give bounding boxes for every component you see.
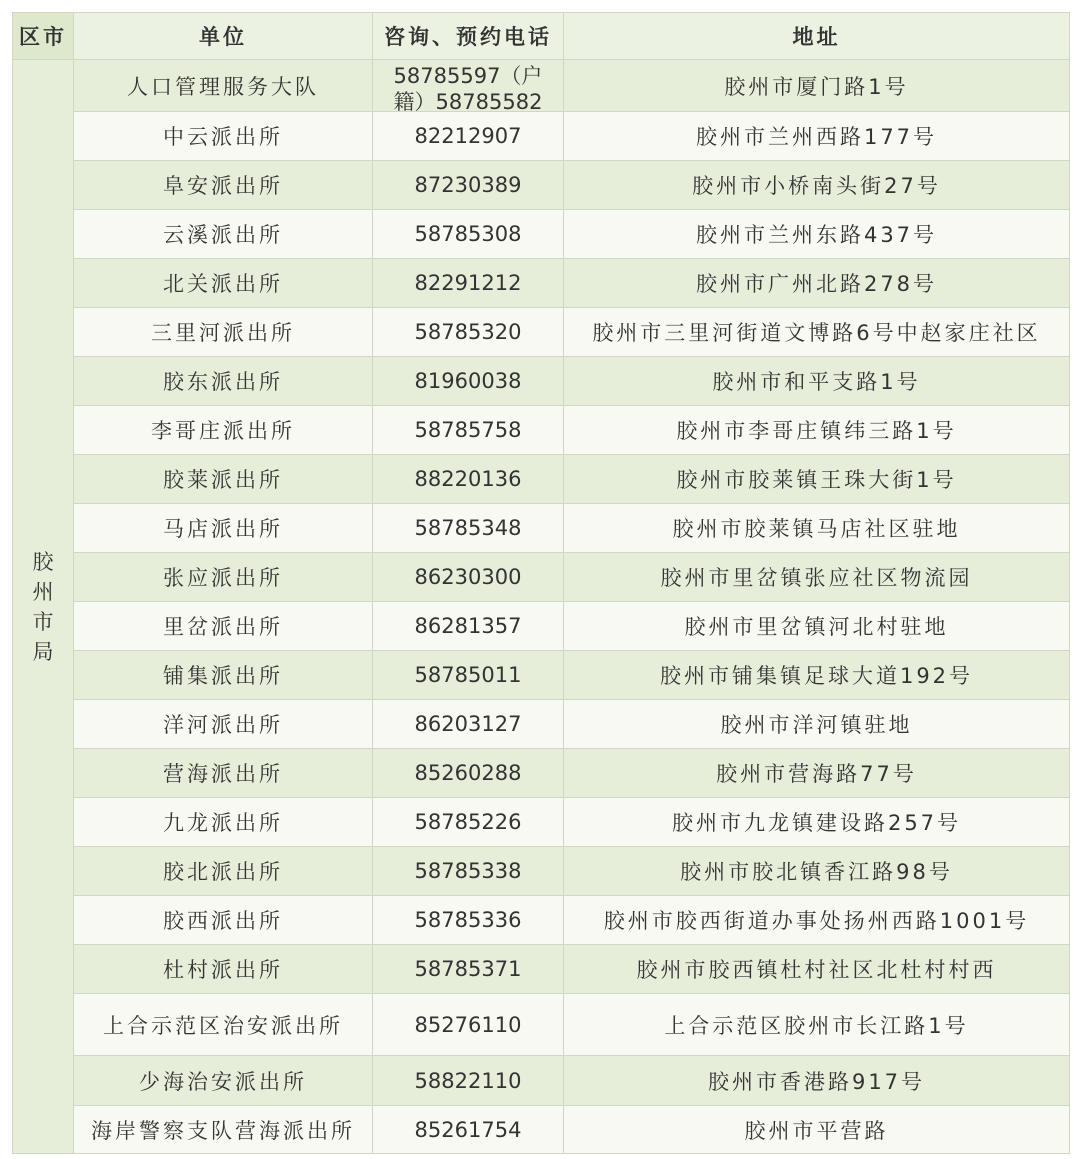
unit-cell: 胶西派出所: [74, 896, 373, 945]
address-cell: 胶州市平营路: [564, 1106, 1070, 1154]
table-row: [13, 504, 1070, 553]
unit-cell: 杜村派出所: [74, 945, 373, 994]
phone-cell: 88220136: [373, 455, 564, 504]
table-row: [13, 308, 1070, 357]
phone-cell: 87230389: [373, 161, 564, 210]
unit-cell: 胶北派出所: [74, 847, 373, 896]
table-row: [13, 602, 1070, 651]
unit-cell: 九龙派出所: [74, 798, 373, 847]
table-header-row: [13, 13, 1070, 60]
unit-cell: 北关派出所: [74, 259, 373, 308]
phone-cell: [373, 60, 564, 112]
unit-cell: 少海治安派出所: [74, 1056, 373, 1106]
phone-cell: 58785320: [373, 308, 564, 357]
address-cell: 胶州市胶莱镇马店社区驻地: [564, 504, 1070, 553]
unit-cell: 铺集派出所: [74, 651, 373, 700]
phone-cell: 58785758: [373, 406, 564, 455]
address-cell: 胶州市广州北路278号: [564, 259, 1070, 308]
address-cell: 胶州市洋河镇驻地: [564, 700, 1070, 749]
address-cell: 胶州市李哥庄镇纬三路1号: [564, 406, 1070, 455]
table-row: [13, 210, 1070, 259]
unit-cell: 里岔派出所: [74, 602, 373, 651]
address-cell: 胶州市营海路77号: [564, 749, 1070, 798]
address-cell: 胶州市九龙镇建设路257号: [564, 798, 1070, 847]
phone-cell: 58785011: [373, 651, 564, 700]
phone-cell: 85276110: [373, 994, 564, 1056]
address-cell: 胶州市香港路917号: [564, 1056, 1070, 1106]
table-row: [13, 1056, 1070, 1106]
table-row: [13, 651, 1070, 700]
header-address: 地址: [564, 13, 1070, 60]
unit-cell: 张应派出所: [74, 553, 373, 602]
phone-cell: 82291212: [373, 259, 564, 308]
unit-cell: 胶莱派出所: [74, 455, 373, 504]
unit-cell: 海岸警察支队营海派出所: [74, 1106, 373, 1154]
district-cell: [13, 60, 74, 1154]
phone-cell: 86281357: [373, 602, 564, 651]
phone-cell: 85261754: [373, 1106, 564, 1154]
unit-cell: 人口管理服务大队: [74, 60, 373, 112]
table-row: [13, 259, 1070, 308]
address-cell: 胶州市胶莱镇王珠大街1号: [564, 455, 1070, 504]
address-cell: 胶州市胶北镇香江路98号: [564, 847, 1070, 896]
table-row: [13, 749, 1070, 798]
phone-cell: 81960038: [373, 357, 564, 406]
phone-cell: 58785336: [373, 896, 564, 945]
address-cell: 胶州市兰州西路177号: [564, 112, 1070, 161]
header-district: 区市: [13, 13, 74, 60]
unit-cell: 云溪派出所: [74, 210, 373, 259]
address-cell: 胶州市胶西镇杜村社区北杜村村西: [564, 945, 1070, 994]
address-cell: 胶州市胶西街道办事处扬州西路1001号: [564, 896, 1070, 945]
phone-cell: 58785371: [373, 945, 564, 994]
phone-cell: 58822110: [373, 1056, 564, 1106]
address-cell: 胶州市小桥南头街27号: [564, 161, 1070, 210]
address-cell: 上合示范区胶州市长江路1号: [564, 994, 1070, 1056]
address-cell: 胶州市里岔镇张应社区物流园: [564, 553, 1070, 602]
table-row: [13, 896, 1070, 945]
table-row: [13, 798, 1070, 847]
table-row: [13, 112, 1070, 161]
address-cell: 胶州市三里河街道文博路6号中赵家庄社区: [564, 308, 1070, 357]
address-cell: 胶州市里岔镇河北村驻地: [564, 602, 1070, 651]
unit-cell: 洋河派出所: [74, 700, 373, 749]
address-cell: 胶州市铺集镇足球大道192号: [564, 651, 1070, 700]
table-row: [13, 161, 1070, 210]
table-row: [13, 60, 1070, 112]
unit-cell: 马店派出所: [74, 504, 373, 553]
phone-cell: 86203127: [373, 700, 564, 749]
phone-cell: 82212907: [373, 112, 564, 161]
table-row: [13, 700, 1070, 749]
unit-cell: 阜安派出所: [74, 161, 373, 210]
phone-text: 58785597（户籍）58785582: [393, 63, 543, 111]
unit-cell: 营海派出所: [74, 749, 373, 798]
unit-cell: 上合示范区治安派出所: [74, 994, 373, 1056]
table-body: [13, 60, 1070, 1154]
table-row: [13, 994, 1070, 1056]
district-label: 胶州市局: [32, 549, 54, 664]
unit-cell: 李哥庄派出所: [74, 406, 373, 455]
table-row: [13, 406, 1070, 455]
unit-cell: 三里河派出所: [74, 308, 373, 357]
table-row: [13, 945, 1070, 994]
table-row: [13, 847, 1070, 896]
header-unit: 单位: [74, 13, 373, 60]
address-cell: 胶州市兰州东路437号: [564, 210, 1070, 259]
police-station-table: [12, 12, 1070, 1154]
phone-cell: 58785226: [373, 798, 564, 847]
header-phone: 咨询、预约电话: [373, 13, 564, 60]
unit-cell: 胶东派出所: [74, 357, 373, 406]
phone-cell: 58785348: [373, 504, 564, 553]
address-cell: 胶州市和平支路1号: [564, 357, 1070, 406]
police-station-table-container: [12, 12, 1069, 1154]
phone-cell: 58785308: [373, 210, 564, 259]
table-row: [13, 455, 1070, 504]
table-row: [13, 1106, 1070, 1154]
phone-cell: 58785338: [373, 847, 564, 896]
table-row: [13, 357, 1070, 406]
table-row: [13, 553, 1070, 602]
unit-cell: 中云派出所: [74, 112, 373, 161]
address-cell: 胶州市厦门路1号: [564, 60, 1070, 112]
phone-cell: 86230300: [373, 553, 564, 602]
phone-cell: 85260288: [373, 749, 564, 798]
